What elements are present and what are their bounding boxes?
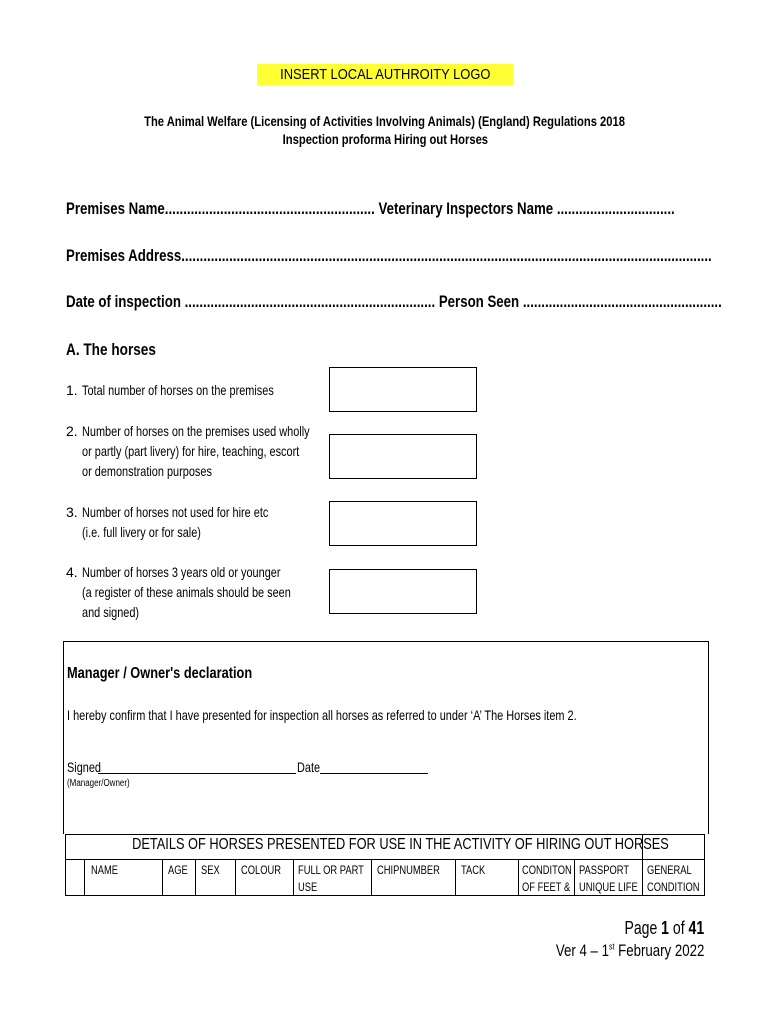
signed-label: Signed <box>67 759 102 775</box>
logo-placeholder-text: INSERT LOCAL AUTHROITY LOGO <box>279 66 491 83</box>
section-a-title-text: A. The horses <box>66 340 156 359</box>
column-header-age <box>168 862 193 879</box>
column-header-general-condition <box>647 862 714 896</box>
signature-line[interactable] <box>98 773 296 774</box>
column-header-feet-line-2: OF FEET & <box>522 880 571 894</box>
question-2-answer-box[interactable] <box>329 434 477 479</box>
column-divider <box>162 859 163 896</box>
column-header-colour-line-1: COLOUR <box>241 863 282 877</box>
premises-address-field[interactable]: Premises Address................................................................................................................................................ <box>66 246 712 265</box>
column-header-sex-line-1: SEX <box>201 863 220 877</box>
column-header-tack-line-1: TACK <box>461 863 486 877</box>
column-header-age-line-1: AGE <box>168 863 188 877</box>
column-header-passport-line-2: UNIQUE LIFE <box>579 880 638 894</box>
column-header-general-line-1: GENERAL <box>647 863 692 877</box>
horse-details-table <box>65 834 705 896</box>
page-word: Page <box>624 918 658 938</box>
column-header-full-or-part-use <box>298 862 382 896</box>
question-4-answer-box[interactable] <box>329 569 477 614</box>
proforma-title: Inspection proforma Hiring out Horses <box>282 131 488 147</box>
table-top-border <box>65 834 705 835</box>
question-2-line-2: or partly (part livery) for hire, teaching, escort <box>82 443 300 459</box>
column-header-chipnumber-line-1: CHIPNUMBER <box>377 863 440 877</box>
table-header-divider <box>65 859 705 860</box>
column-divider <box>84 859 85 896</box>
question-3-number: 3. <box>66 504 78 520</box>
column-divider <box>195 859 196 896</box>
premises-name-field[interactable] <box>66 199 675 219</box>
column-header-use-line-1: FULL OR PART <box>298 863 364 877</box>
version-sup: st <box>608 941 615 952</box>
date-of-inspection-label: Date of inspection .................................................................... <box>66 292 436 311</box>
version-suffix: February 2022 <box>614 941 704 960</box>
premises-name-label: Premises Name......................................................... <box>66 199 375 218</box>
question-4-line-2: (a register of these animals should be seen <box>82 584 291 600</box>
regulation-heading <box>0 112 770 148</box>
question-4-line-3: and signed) <box>82 604 140 620</box>
column-header-chipnumber <box>377 862 458 879</box>
declaration-text: I hereby confirm that I have presented for inspection all horses as referred to under ‘A’ The Horses item 2. <box>67 707 577 723</box>
date-label: Date <box>297 759 321 775</box>
page-of: of <box>672 918 685 938</box>
regulation-title: The Animal Welfare (Licensing of Activities Involving Animals) (England) Regulations 2018 <box>144 113 626 129</box>
column-header-feet-line-1: CONDITON <box>522 863 572 877</box>
column-divider <box>293 859 294 896</box>
column-header-name-line-1: NAME <box>91 863 119 877</box>
column-divider <box>235 859 236 896</box>
page-current: 1 <box>661 918 669 938</box>
logo-placeholder-wrap <box>0 64 770 85</box>
question-2-line-3: or demonstration purposes <box>82 463 212 479</box>
logo-placeholder <box>257 64 514 85</box>
question-1-line-1: Total number of horses on the premises <box>82 382 274 398</box>
column-header-sex <box>201 862 225 879</box>
column-header-name <box>91 862 126 879</box>
question-4-number: 4. <box>66 564 78 580</box>
column-header-passport <box>579 862 654 896</box>
vet-inspectors-name-label: Veterinary Inspectors Name ................................ <box>378 199 675 218</box>
date-of-inspection-row <box>66 292 770 312</box>
declaration-title: Manager / Owner's declaration <box>67 665 253 682</box>
owner-declaration-box <box>63 641 709 834</box>
question-4-line-1: Number of horses 3 years old or younger <box>82 564 281 580</box>
version-prefix: Ver 4 – 1 <box>555 941 609 960</box>
question-1-number: 1. <box>66 382 78 398</box>
details-table-title: DETAILS OF HORSES PRESENTED FOR USE IN THE ACTIVITY OF HIRING OUT HORSES <box>132 836 669 853</box>
question-3-line-2: (i.e. full livery or for sale) <box>82 524 201 540</box>
question-3-line-1: Number of horses not used for hire etc <box>82 504 269 520</box>
premises-name-row <box>66 199 770 219</box>
column-header-tack <box>461 862 492 879</box>
column-header-general-line-2: CONDITION <box>647 880 700 894</box>
question-2-number: 2. <box>66 423 78 439</box>
column-header-passport-line-1: PASSPORT <box>579 863 630 877</box>
person-seen-label: Person Seen ...................................................... <box>438 292 722 311</box>
page-number <box>602 918 704 939</box>
question-1-answer-box[interactable] <box>329 367 477 412</box>
column-header-colour <box>241 862 292 879</box>
premises-address-row <box>66 246 770 266</box>
version-label <box>514 941 704 961</box>
column-header-condition-of-feet <box>522 862 586 896</box>
page-total: 41 <box>688 918 704 938</box>
date-of-inspection-field[interactable] <box>66 292 722 312</box>
column-divider <box>518 859 519 896</box>
date-line[interactable] <box>320 773 428 774</box>
section-a-title <box>66 340 178 360</box>
question-2-line-1: Number of horses on the premises used wholly <box>82 423 310 439</box>
manager-owner-note: (Manager/Owner) <box>67 778 130 789</box>
question-3-answer-box[interactable] <box>329 501 477 546</box>
column-header-use-line-2: USE <box>298 880 318 894</box>
